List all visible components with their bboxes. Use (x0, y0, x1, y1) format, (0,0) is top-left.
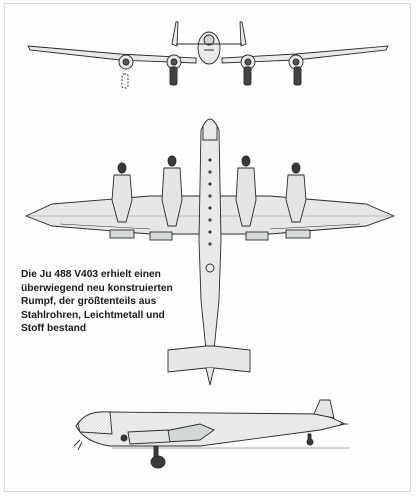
caption-line: Die Ju 488 V403 erhielt einen (21, 269, 161, 280)
top-view (26, 119, 394, 385)
caption-line: Stoff bestand (21, 323, 87, 335)
front-view (28, 22, 388, 88)
top-view-cockpit (203, 119, 217, 140)
caption-line: Stahlrohren, Leichtmetall und (21, 309, 165, 321)
side-view-engine (128, 430, 170, 444)
front-view-left-fin (172, 22, 178, 46)
top-view-fuselage (199, 120, 221, 350)
front-view-right-fin (240, 22, 246, 46)
caption-line: Rumpf, der größtenteils aus (21, 296, 157, 308)
front-view-landing-gear (122, 67, 301, 88)
caption-text (21, 268, 171, 336)
side-view (74, 400, 350, 468)
caption-line: überwiegend neu konstruierten (21, 282, 173, 294)
side-view-cockpit (78, 412, 112, 434)
